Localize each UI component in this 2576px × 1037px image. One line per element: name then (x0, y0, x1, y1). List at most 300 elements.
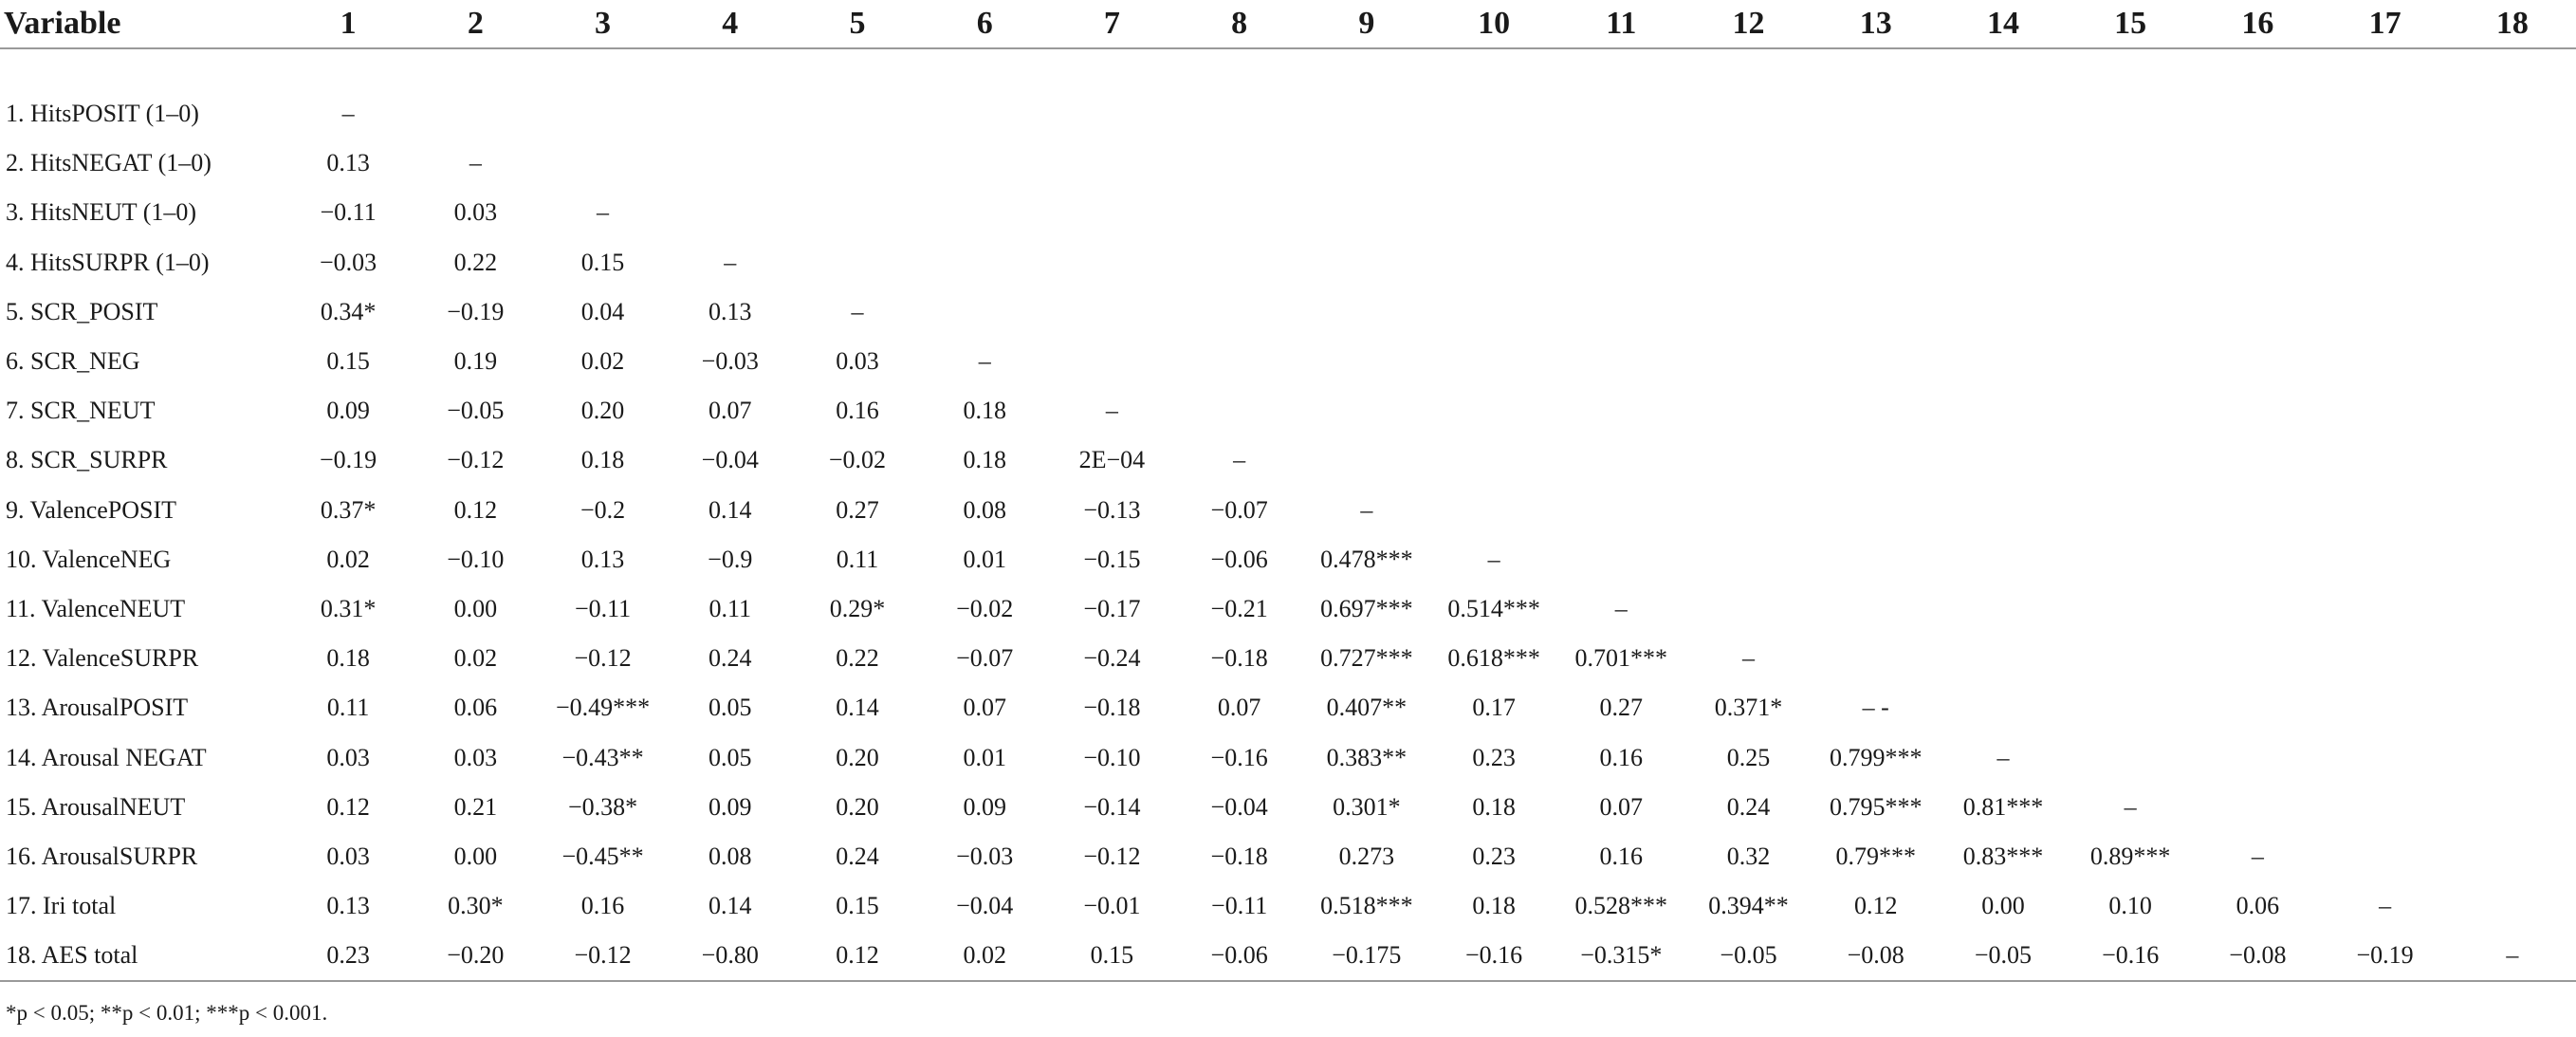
table-cell (1557, 89, 1684, 139)
table-cell (1176, 287, 1303, 337)
table-cell: 0.20 (836, 792, 879, 821)
table-cell (2449, 337, 2576, 386)
table-cell (1812, 89, 1940, 139)
table-cell: −0.12 (574, 644, 632, 673)
table-row (0, 683, 2576, 732)
table-cell (2322, 386, 2449, 435)
table-cell (1812, 584, 1940, 634)
table-cell: 0.09 (963, 792, 1006, 821)
table-cell: −0.05 (1684, 931, 1812, 981)
table-cell: 0.08 (963, 495, 1006, 524)
column-header-2: 2 (412, 0, 539, 48)
table-cell: −0.11 (574, 594, 632, 622)
table-cell (1303, 435, 1430, 485)
table-cell (921, 139, 1048, 188)
row-label: 10. ValenceNEG (6, 545, 172, 573)
table-cell: 0.08 (708, 842, 752, 870)
row-label: 11. ValenceNEUT (6, 594, 186, 622)
table-cell: 0.24 (836, 842, 879, 870)
table-cell (1684, 139, 1812, 188)
column-header-3: 3 (539, 0, 666, 48)
column-header-4: 4 (667, 0, 794, 48)
table-cell (1684, 337, 1812, 386)
table-cell: 0.07 (708, 397, 752, 425)
table-cell: 0.09 (708, 792, 752, 821)
table-cell (2449, 287, 2576, 337)
table-cell: −0.20 (412, 931, 539, 981)
table-cell: 0.20 (836, 743, 879, 771)
table-cell: −0.16 (2067, 931, 2194, 981)
table-cell (2194, 732, 2321, 782)
table-row (0, 931, 2576, 981)
table-cell: 0.12 (453, 495, 498, 524)
table-cell (1940, 337, 2067, 386)
table-cell: 0.03 (836, 347, 879, 376)
table-cell (1812, 386, 1940, 435)
table-cell: 0.15 (836, 892, 879, 920)
table-cell: −0.08 (2194, 931, 2321, 981)
table-cell: 0.03 (326, 842, 370, 870)
row-label: 5. SCR_POSIT (6, 297, 158, 325)
table-cell: −0.14 (1083, 792, 1141, 821)
table-cell: 0.18 (1472, 792, 1516, 821)
table-cell (1557, 535, 1684, 584)
spacer-cell (0, 48, 2576, 89)
table-cell: 0.17 (1472, 694, 1516, 722)
table-cell (1940, 634, 2067, 683)
table-cell: −0.19 (2322, 931, 2449, 981)
table-cell: 0.00 (453, 842, 498, 870)
table-cell (1430, 188, 1557, 237)
table-cell (1940, 584, 2067, 634)
table-cell (667, 139, 794, 188)
table-cell (1684, 238, 1812, 287)
table-cell: 0.25 (1726, 743, 1771, 771)
table-cell: −0.03 (956, 842, 1014, 870)
table-cell (2194, 188, 2321, 237)
table-cell: −0.04 (701, 446, 759, 474)
column-header-16: 16 (2194, 0, 2321, 48)
table-cell: 0.07 (1599, 792, 1644, 821)
table-cell: 0.518*** (1320, 892, 1413, 920)
table-cell: 0.478*** (1320, 545, 1413, 573)
table-row (0, 337, 2576, 386)
table-cell (1430, 435, 1557, 485)
table-cell: 0.11 (708, 594, 752, 622)
table-cell (1176, 139, 1303, 188)
table-cell (921, 238, 1048, 287)
table-cell (1048, 238, 1175, 287)
table-cell: −0.2 (580, 495, 626, 524)
table-cell (1812, 634, 1940, 683)
table-cell (2067, 535, 2194, 584)
table-cell (667, 89, 794, 139)
table-cell: 0.11 (326, 694, 370, 722)
table-row (0, 881, 2576, 931)
table-cell (2322, 188, 2449, 237)
table-cell (1940, 535, 2067, 584)
table-cell: −0.12 (1083, 842, 1141, 870)
table-cell (1176, 238, 1303, 287)
table-cell (1940, 486, 2067, 535)
table-cell (2449, 683, 2576, 732)
table-row (0, 486, 2576, 535)
table-cell: −0.19 (447, 297, 505, 325)
row-label: 15. ArousalNEUT (6, 792, 186, 821)
table-cell (1303, 89, 1430, 139)
table-row (0, 139, 2576, 188)
table-cell: −0.05 (447, 397, 505, 425)
table-cell (2322, 832, 2449, 881)
table-cell (2322, 238, 2449, 287)
table-cell: – (597, 198, 610, 227)
table-cell (1176, 188, 1303, 237)
significance-footnote: *p < 0.05; **p < 0.01; ***p < 0.001. (6, 1001, 328, 1025)
column-header-18: 18 (2449, 0, 2576, 48)
table-cell (2322, 486, 2449, 535)
table-cell (794, 139, 921, 188)
table-cell: 0.30* (448, 892, 504, 920)
column-header-14: 14 (1940, 0, 2067, 48)
table-cell (2194, 337, 2321, 386)
table-cell (1684, 386, 1812, 435)
column-header-15: 15 (2067, 0, 2194, 48)
table-cell: 0.697*** (1320, 594, 1413, 622)
table-cell (921, 287, 1048, 337)
table-cell: 0.13 (326, 892, 370, 920)
table-body (0, 48, 2576, 981)
table-cell: 0.37* (320, 495, 377, 524)
table-cell: 0.10 (2108, 892, 2152, 920)
table-cell (2194, 584, 2321, 634)
table-cell (2067, 188, 2194, 237)
table-cell (2067, 435, 2194, 485)
table-cell: 2E−04 (1078, 446, 1146, 474)
table-cell: – (341, 100, 355, 128)
table-cell: −0.17 (1083, 594, 1141, 622)
table-cell: 0.31* (320, 594, 377, 622)
table-cell: −0.11 (320, 198, 377, 227)
table-cell (2449, 832, 2576, 881)
variable-column-header: Variable (0, 0, 285, 48)
column-header-10: 10 (1430, 0, 1557, 48)
table-cell (1176, 386, 1303, 435)
table-cell (1303, 188, 1430, 237)
table-cell: 0.618*** (1447, 644, 1540, 673)
table-cell: 0.27 (836, 495, 879, 524)
table-row (0, 435, 2576, 485)
column-header-12: 12 (1684, 0, 1812, 48)
table-cell (1684, 188, 1812, 237)
table-cell (1430, 386, 1557, 435)
table-cell (1812, 139, 1940, 188)
table-cell (2067, 634, 2194, 683)
table-cell (1684, 89, 1812, 139)
table-cell (2067, 89, 2194, 139)
table-cell: −0.06 (1210, 545, 1268, 573)
table-row (0, 584, 2576, 634)
table-cell: −0.21 (1210, 594, 1268, 622)
table-cell: −0.315* (1557, 931, 1684, 981)
table-cell: – (1614, 594, 1628, 622)
table-cell (1430, 486, 1557, 535)
table-cell (2449, 435, 2576, 485)
table-row (0, 783, 2576, 832)
table-cell: – - (1862, 694, 1889, 722)
table-cell (2322, 337, 2449, 386)
table-cell: 0.81*** (1962, 792, 2044, 821)
column-header-9: 9 (1303, 0, 1430, 48)
table-cell (2449, 732, 2576, 782)
table-cell: 0.01 (963, 743, 1006, 771)
table-row (0, 732, 2576, 782)
table-cell (1303, 386, 1430, 435)
table-header-row (0, 0, 2576, 48)
table-cell (2067, 238, 2194, 287)
table-cell: −0.24 (1083, 644, 1141, 673)
table-row (0, 188, 2576, 237)
table-cell: 0.06 (453, 694, 498, 722)
table-cell: −0.18 (1210, 644, 1268, 673)
table-cell: 0.16 (836, 397, 879, 425)
table-cell: 0.15 (326, 347, 370, 376)
table-cell: −0.12 (539, 931, 666, 981)
table-cell (1176, 337, 1303, 386)
table-cell: 0.12 (326, 792, 370, 821)
table-cell (2449, 584, 2576, 634)
table-cell (1048, 337, 1175, 386)
table-cell: 0.24 (1726, 792, 1771, 821)
table-cell (2449, 881, 2576, 931)
table-cell (1430, 337, 1557, 386)
table-cell (2067, 584, 2194, 634)
table-cell: 0.394** (1708, 892, 1789, 920)
table-cell: – (2379, 892, 2392, 920)
table-cell (2322, 584, 2449, 634)
table-cell: – (724, 248, 737, 276)
table-cell: −0.04 (1210, 792, 1268, 821)
row-label: 18. AES total (0, 931, 285, 981)
table-row (0, 238, 2576, 287)
row-label: 6. SCR_NEG (6, 347, 140, 376)
table-cell (794, 238, 921, 287)
table-cell: 0.14 (708, 495, 752, 524)
table-cell (2067, 486, 2194, 535)
table-cell (2449, 634, 2576, 683)
table-cell: −0.43** (561, 743, 644, 771)
table-cell: 0.27 (1599, 694, 1644, 722)
table-cell (2067, 337, 2194, 386)
table-cell: – (469, 149, 482, 177)
table-cell: 0.16 (1599, 743, 1644, 771)
table-cell (1176, 89, 1303, 139)
table-cell: 0.07 (1217, 694, 1261, 722)
table-cell: −0.80 (667, 931, 794, 981)
table-cell: 0.00 (1981, 892, 2025, 920)
table-cell (1812, 188, 1940, 237)
table-cell: 0.21 (453, 792, 498, 821)
table-cell: 0.18 (580, 446, 625, 474)
table-cell: 0.06 (2236, 892, 2280, 920)
table-cell: 0.18 (326, 644, 370, 673)
table-cell: – (1742, 644, 1756, 673)
table-cell (1940, 89, 2067, 139)
table-cell: 0.02 (921, 931, 1048, 981)
table-cell: −0.06 (1176, 931, 1303, 981)
table-cell: 0.13 (580, 545, 625, 573)
table-cell: −0.05 (1940, 931, 2067, 981)
table-cell: −0.175 (1303, 931, 1430, 981)
row-label: 4. HitsSURPR (1–0) (6, 248, 210, 276)
table-cell: −0.9 (708, 545, 753, 573)
table-cell (2067, 287, 2194, 337)
table-cell (2449, 139, 2576, 188)
table-cell: – (1233, 446, 1246, 474)
column-header-17: 17 (2322, 0, 2449, 48)
column-header-13: 13 (1812, 0, 1940, 48)
table-cell: −0.18 (1083, 694, 1141, 722)
table-cell: −0.19 (320, 446, 377, 474)
table-cell (1940, 287, 2067, 337)
table-cell (2194, 634, 2321, 683)
table-cell: −0.03 (701, 347, 759, 376)
table-cell: −0.38* (567, 792, 638, 821)
table-cell: 0.02 (580, 347, 625, 376)
table-cell: – (978, 347, 991, 376)
table-cell: 0.371* (1714, 694, 1783, 722)
table-cell (921, 188, 1048, 237)
table-cell (1557, 486, 1684, 535)
table-cell: 0.15 (580, 248, 625, 276)
table-cell: – (2251, 842, 2264, 870)
column-header-7: 7 (1048, 0, 1175, 48)
table-cell (1557, 139, 1684, 188)
table-cell: −0.45** (561, 842, 644, 870)
table-cell (2322, 732, 2449, 782)
table-cell: 0.22 (453, 248, 498, 276)
table-cell: 0.03 (326, 743, 370, 771)
table-cell (1684, 584, 1812, 634)
table-cell (2449, 535, 2576, 584)
row-label: 8. SCR_SURPR (6, 446, 168, 474)
table-cell: −0.02 (828, 446, 887, 474)
table-cell (2449, 486, 2576, 535)
table-cell (1812, 337, 1940, 386)
table-cell: 0.701*** (1574, 644, 1668, 673)
table-row (0, 89, 2576, 139)
table-cell (1557, 337, 1684, 386)
table-cell: 0.00 (453, 594, 498, 622)
table-cell (2194, 435, 2321, 485)
table-cell (2194, 238, 2321, 287)
table-cell (1940, 139, 2067, 188)
table-cell (2194, 139, 2321, 188)
table-cell: – (1360, 495, 1373, 524)
table-cell (1430, 139, 1557, 188)
table-cell: 0.83*** (1962, 842, 2044, 870)
table-cell: 0.03 (453, 198, 498, 227)
table-cell (2067, 732, 2194, 782)
table-cell (1557, 435, 1684, 485)
table-cell (2449, 89, 2576, 139)
table-cell (1048, 188, 1175, 237)
table-cell (2194, 783, 2321, 832)
table-cell: −0.16 (1210, 743, 1268, 771)
table-cell: −0.11 (1211, 892, 1268, 920)
table-cell (1812, 238, 1940, 287)
table-cell: −0.07 (956, 644, 1014, 673)
table-cell: 0.407** (1326, 694, 1408, 722)
table-cell: 0.18 (963, 446, 1006, 474)
table-cell (1048, 287, 1175, 337)
table-cell (2449, 188, 2576, 237)
table-cell: 0.13 (326, 149, 370, 177)
table-cell: 0.273 (1338, 842, 1395, 870)
table-cell (1557, 287, 1684, 337)
row-label: 17. Iri total (6, 892, 117, 920)
table-cell (1940, 683, 2067, 732)
table-cell (794, 188, 921, 237)
column-header-1: 1 (285, 0, 412, 48)
table-cell: −0.10 (447, 545, 505, 573)
table-cell: 0.514*** (1447, 594, 1540, 622)
table-cell: −0.02 (956, 594, 1014, 622)
table-cell (412, 89, 539, 139)
row-label: 12. ValenceSURPR (6, 644, 199, 673)
row-label: 14. Arousal NEGAT (6, 743, 207, 771)
table-cell (2194, 486, 2321, 535)
table-cell: −0.13 (1083, 495, 1141, 524)
table-cell (1557, 188, 1684, 237)
table-cell: 0.23 (1472, 743, 1516, 771)
table-cell: – (1105, 397, 1118, 425)
table-cell (1940, 435, 2067, 485)
row-label: 13. ArousalPOSIT (6, 694, 189, 722)
table-cell (2067, 386, 2194, 435)
table-cell (1684, 535, 1812, 584)
table-cell: 0.12 (1853, 892, 1898, 920)
table-cell (2322, 89, 2449, 139)
table-cell: −0.18 (1210, 842, 1268, 870)
table-cell: – (1996, 743, 2010, 771)
table-cell (2449, 386, 2576, 435)
table-cell (2322, 783, 2449, 832)
table-cell (1430, 89, 1557, 139)
table-cell (2194, 535, 2321, 584)
table-cell: 0.23 (285, 931, 412, 981)
table-cell: −0.16 (1430, 931, 1557, 981)
table-cell: 0.23 (1472, 842, 1516, 870)
row-label: 3. HitsNEUT (1–0) (6, 198, 197, 227)
header-spacer-row (0, 48, 2576, 89)
table-cell (2067, 683, 2194, 732)
table-row (0, 634, 2576, 683)
table-cell: 0.301* (1333, 792, 1401, 821)
table-cell: 0.727*** (1320, 644, 1413, 673)
table-cell: 0.07 (963, 694, 1006, 722)
table-cell (2322, 683, 2449, 732)
table-cell (1048, 89, 1175, 139)
table-cell (1684, 287, 1812, 337)
table-cell (2449, 783, 2576, 832)
table-cell: 0.383** (1326, 743, 1408, 771)
table-cell: 0.03 (453, 743, 498, 771)
table-cell (921, 89, 1048, 139)
table-cell (1430, 287, 1557, 337)
table-cell: 0.34* (320, 297, 377, 325)
table-cell: 0.24 (708, 644, 752, 673)
table-row (0, 535, 2576, 584)
